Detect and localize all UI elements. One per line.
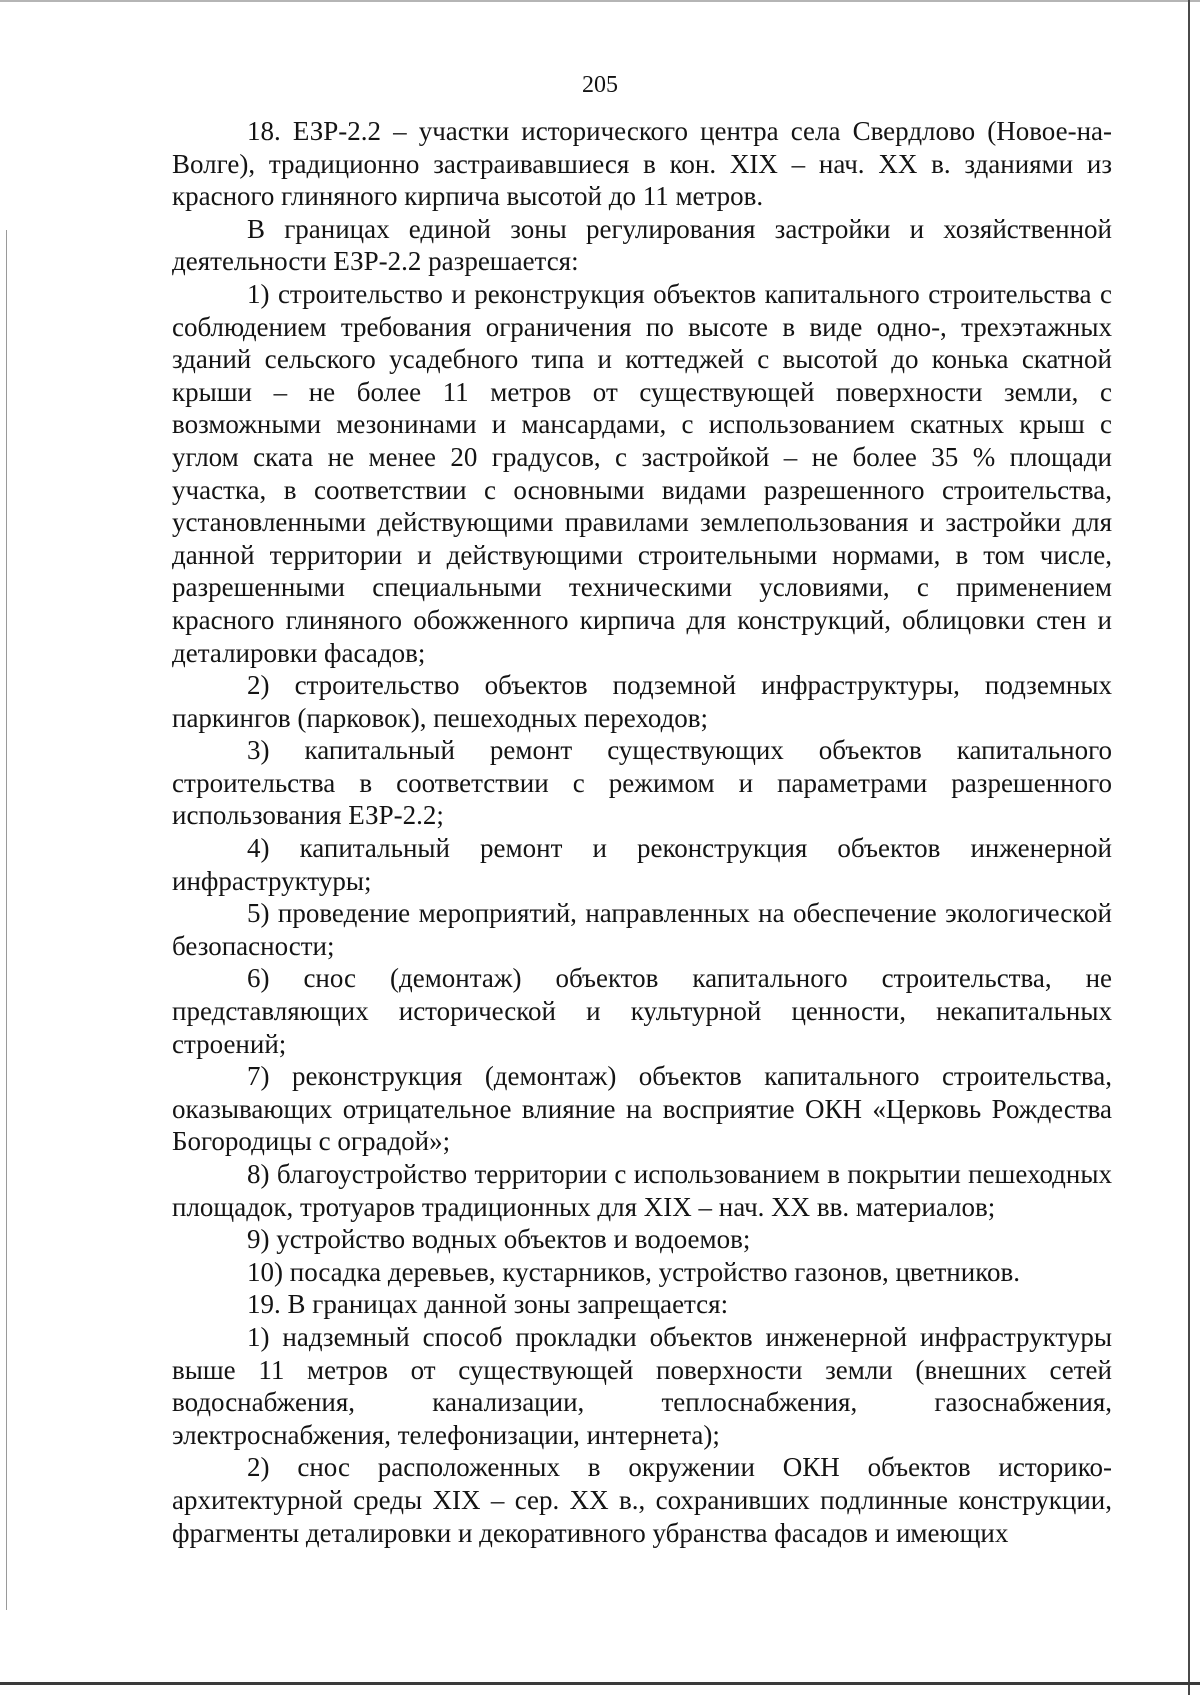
paragraph-permitted-9: 9) устройство водных объектов и водоемов; xyxy=(247,1224,751,1255)
page-number: 205 xyxy=(582,72,618,98)
paragraph-permitted-7: 7) реконструкция (демонтаж) объектов капитального строительства, оказывающих отрицательное влияние на восприятие ОКН «Церковь Рождества Богородицы с оградой»; xyxy=(172,1061,1112,1157)
paragraph-permitted-3: 3) капитальный ремонт существующих объектов капитального строительства в соответствии с режимом и параметрами разрешенного использования ЕЗР-2.2; xyxy=(172,735,1112,831)
paragraph-permitted-5: 5) проведение мероприятий, направленных на обеспечение экологической безопасности; xyxy=(172,898,1112,961)
paragraph-prohibited-intro: 19. В границах данной зоны запрещается: xyxy=(247,1289,729,1320)
paragraph-permitted-intro: В границах единой зоны регулирования застройки и хозяйственной деятельности ЕЗР-2.2 разрешается: xyxy=(172,213,1112,277)
scan-top-edge xyxy=(0,0,1200,2)
paragraph-permitted-1: 1) строительство и реконструкция объектов капитального строительства с соблюдением требования ограничения по высоте в виде одно-, трехэтажных зданий сельского усадебного типа и коттеджей с высотой до конька скатной крыши – не более 11 метров от существующей поверхности земли, с возможными мезонинами и мансардами, с использованием скатных крыш с углом ската не менее 20 градусов, с застройкой – не более 35 % площади участка, в соответствии с основными видами разрешенного строительства, установленными действующими правилами землепользования и застройки для данной территории и действующими строительными нормами, в том числе, разрешенными специальными техническими условиями, с применением красного глиняного обожженного кирпича для конструкций, облицовки стен и деталировки фасадов; xyxy=(172,278,1112,668)
paragraph-permitted-8: 8) благоустройство территории с использованием в покрытии пешеходных площадок, тротуаров традиционных для XIX – нач. XX вв. материалов; xyxy=(172,1159,1112,1222)
paragraph-permitted-10: 10) посадка деревьев, кустарников, устройство газонов, цветников. xyxy=(247,1256,1020,1287)
paragraph-permitted-2: 2) строительство объектов подземной инфраструктуры, подземных паркингов (парковок), пешеходных переходов; xyxy=(172,670,1112,733)
paragraph-ezr-2-2-definition: 18. ЕЗР-2.2 – участки исторического центра села Свердлово (Новое-на-Волге), традиционно застраивавшиеся в кон. XIX – нач. XX в. зданиями из красного глиняного кирпича высотой до 11 метров. xyxy=(172,116,1112,212)
paragraph-prohibited-2: 2) снос расположенных в окружении ОКН объектов историко-архитектурной среды XIX – сер. XX в., сохранивших подлинные конструкции, фрагменты деталировки и декоративного убранства фасадов и имеющих xyxy=(172,1452,1112,1548)
scan-bottom-edge xyxy=(0,1682,1200,1685)
paragraph-prohibited-1: 1) надземный способ прокладки объектов инженерной инфраструктуры выше 11 метров от существующей поверхности земли (внешних сетей водоснабжения, канализации, теплоснабжения, газоснабжения, электроснабжения, телефонизации, интернета); xyxy=(172,1321,1112,1450)
scan-left-edge xyxy=(6,230,7,1610)
document-body xyxy=(172,115,1112,1549)
paragraph-permitted-6: 6) снос (демонтаж) объектов капитального строительства, не представляющих исторической и культурной ценности, некапитальных строений; xyxy=(172,963,1112,1059)
scan-right-edge xyxy=(1188,0,1190,1695)
paragraph-permitted-4: 4) капитальный ремонт и реконструкция объектов инженерной инфраструктуры; xyxy=(172,833,1112,896)
